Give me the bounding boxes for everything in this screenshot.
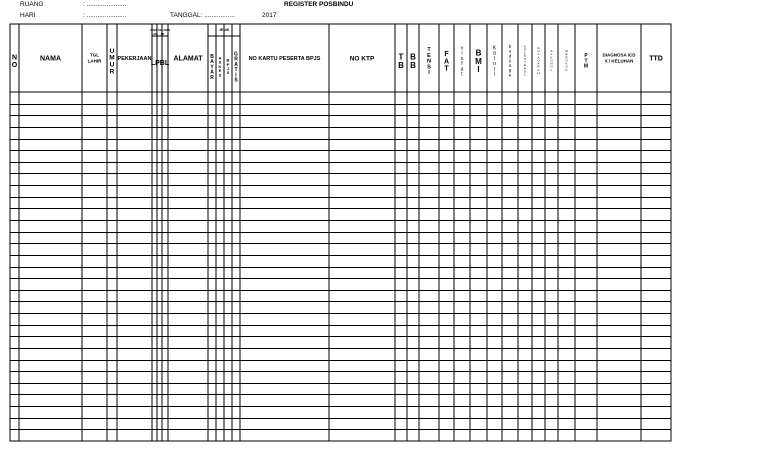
column-header-nama: NAMA bbox=[40, 55, 61, 63]
tanggal-label: TANGGAL: ................. bbox=[170, 12, 235, 19]
ruang-value: : ...................... bbox=[83, 1, 127, 8]
column-header-pr: PR bbox=[160, 33, 165, 36]
column-header-vis-fat: v i s f a t bbox=[460, 45, 464, 78]
ruang-label: RUANG bbox=[20, 1, 44, 8]
column-header-tgl-lahir: TGL LAHIR bbox=[87, 52, 102, 64]
column-header-fat: F A T bbox=[443, 51, 450, 73]
column-header-lk: LAKI bbox=[151, 33, 158, 36]
column-header-tensi: T E N S I bbox=[427, 47, 431, 77]
column-header-bayar: B A Y A R bbox=[210, 53, 214, 81]
column-header-kalori: K a l o r i bbox=[492, 45, 497, 78]
column-header-bpjs: B P J S bbox=[226, 57, 230, 76]
column-header-askes: A S K E S bbox=[218, 55, 222, 78]
column-header-no: N O bbox=[11, 54, 18, 69]
group-header-lpbl: LPBL bbox=[150, 60, 170, 67]
column-header-no-kartu: NO KARTU PESERTA BPJS bbox=[248, 55, 321, 62]
year-value: 2017 bbox=[262, 12, 277, 19]
group-header-jenis: JENIS bbox=[218, 28, 230, 32]
column-header-bb: B B bbox=[410, 52, 416, 70]
column-header-body-age: b o d y a g e bbox=[508, 44, 512, 78]
column-header-gula-darah: G U L A D A R A H bbox=[537, 45, 540, 75]
column-header-kolesterol: K O L E S T E R O L bbox=[523, 44, 527, 77]
column-header-no-ktp: NO KTP bbox=[349, 55, 375, 63]
hari-value: : ...................... bbox=[83, 12, 127, 19]
column-header-ptm: P T M bbox=[583, 53, 589, 70]
column-header-tb: T B bbox=[398, 52, 404, 70]
column-header-gratis: G R A T I S bbox=[234, 51, 238, 84]
column-header-umur: U M U R bbox=[109, 47, 115, 76]
column-header-bmi: B M I bbox=[475, 48, 482, 75]
hari-label: HARI bbox=[20, 12, 36, 19]
column-header-ttd: TTD bbox=[649, 55, 663, 63]
document-title: REGISTER POSBINDU bbox=[284, 1, 354, 8]
column-header-pekerjaan: PEKERJAAN bbox=[117, 55, 152, 62]
column-header-diagnosa: DIAGNOSA ICD X / KELUHAN bbox=[602, 52, 636, 64]
column-header-alamat: ALAMAT bbox=[173, 55, 203, 63]
group-header-jk: JENIS KELAMIN bbox=[149, 29, 171, 32]
column-header-merokok: M E R O K O K bbox=[565, 49, 568, 72]
column-header-alkohol: A L K O H O L bbox=[550, 49, 553, 72]
